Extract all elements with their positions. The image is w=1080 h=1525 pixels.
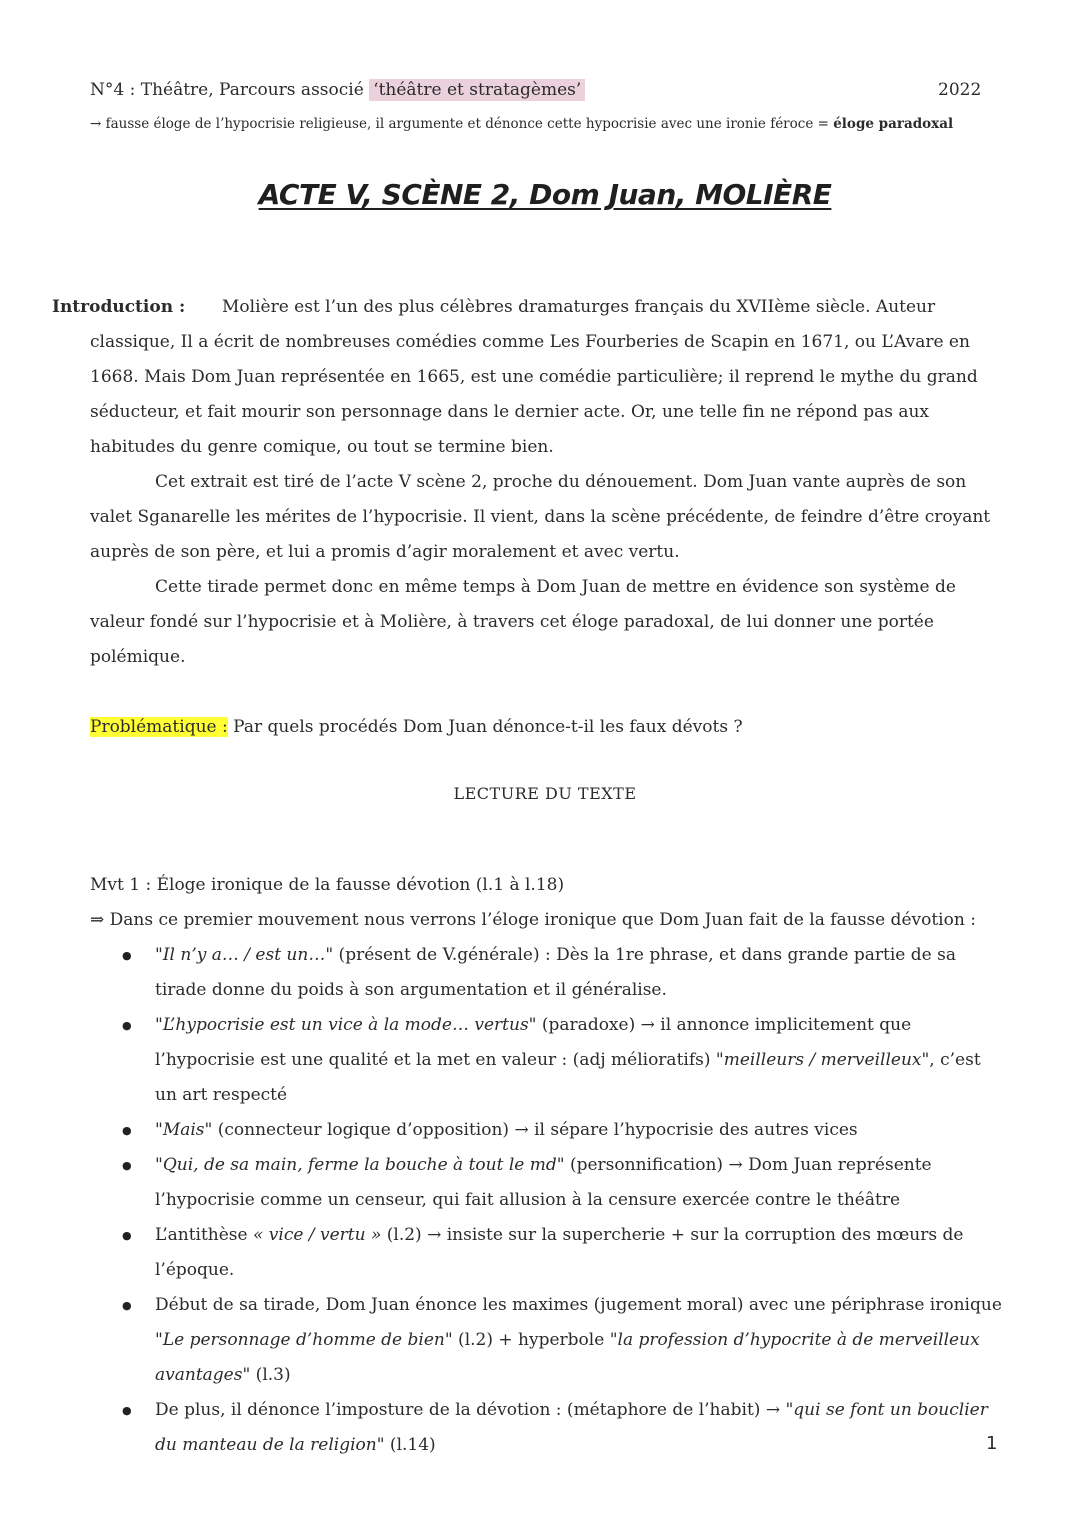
quote: "qui se font un bouclier du manteau de la religion" bbox=[155, 1400, 988, 1455]
page-number: 1 bbox=[986, 1433, 998, 1454]
list-item bbox=[90, 1218, 1005, 1288]
quote: "Le personnage d’homme de bien" bbox=[155, 1330, 453, 1350]
analysis-list bbox=[90, 938, 1005, 1463]
list-item bbox=[90, 1008, 1005, 1113]
list-item bbox=[90, 1393, 1005, 1463]
summary-line bbox=[90, 116, 953, 132]
quote: "Qui, de sa main, ferme la bouche à tout le md" bbox=[155, 1155, 565, 1175]
intro-paragraph-2: Cet extrait est tiré de l’acte V scène 2, proche du dénouement. Dom Juan vante auprès de son valet Sganarelle les mérites de l’hypocrisie. Il vient, dans la scène précédente, de feindre d’être croyant auprès de son père, et lui a promis d’agir moralement et avec vertu. bbox=[90, 472, 991, 562]
comment: (connecteur logique d’opposition) → il sépare l’hypocrisie des autres vices bbox=[212, 1120, 858, 1140]
quote: "L’hypocrisie est un vice à la mode… vertus" bbox=[155, 1015, 537, 1035]
intro-label: Introduction : bbox=[52, 297, 186, 317]
comment: Début de sa tirade, Dom Juan énonce les maximes (jugement moral) avec une périphrase ironique bbox=[155, 1295, 1002, 1315]
movement-intro: ⇒ Dans ce premier mouvement nous verrons l’éloge ironique que Dom Juan fait de la fausse dévotion : bbox=[90, 910, 976, 930]
quote: « vice / vertu » bbox=[253, 1225, 382, 1245]
intro-paragraph-3: Cette tirade permet donc en même temps à Dom Juan de mettre en évidence son système de valeur fondé sur l’hypocrisie et à Molière, à travers cet éloge paradoxal, de lui donner une portée polémique. bbox=[90, 577, 956, 667]
problematique-text: Par quels procédés Dom Juan dénonce-t-il les faux dévots ? bbox=[227, 717, 743, 737]
comment: (l.2) → insiste sur la supercherie + sur la corruption des mœurs de l’époque. bbox=[155, 1225, 964, 1280]
list-item bbox=[90, 1148, 1005, 1218]
problematique bbox=[90, 710, 743, 745]
comment: De plus, il dénonce l’imposture de la dévotion : (métaphore de l’habit) → bbox=[155, 1400, 786, 1420]
problematique-label: Problématique : bbox=[90, 717, 228, 737]
comment: (présent de V.générale) : Dès la 1re phrase, et dans grande partie de sa tirade donne du poids à son argumentation et il généralise. bbox=[155, 945, 956, 1000]
comment: (paradoxe) → il annonce implicitement que l’hypocrisie est une qualité et la met en valeur : (adj mélioratifs) bbox=[155, 1015, 912, 1070]
comment: (l.3) bbox=[250, 1365, 291, 1385]
movement-title: Mvt 1 : Éloge ironique de la fausse dévotion (l.1 à l.18) bbox=[90, 875, 565, 895]
summary-text: → fausse éloge de l’hypocrisie religieuse, il argumente et dénonce cette hypocrisie avec une ironie féroce = bbox=[90, 116, 834, 132]
list-item bbox=[90, 1113, 1005, 1148]
quote: "Mais" bbox=[155, 1120, 213, 1140]
header-highlight: ‘théâtre et stratagèmes’ bbox=[369, 79, 585, 101]
comment: (l.2) + hyperbole bbox=[452, 1330, 610, 1350]
comment: L’antithèse bbox=[155, 1225, 253, 1245]
section-heading: LECTURE DU TEXTE bbox=[453, 784, 637, 803]
quote: "Il n’y a… / est un…" bbox=[155, 945, 334, 965]
page-title: ACTE V, SCÈNE 2, Dom Juan, MOLIÈRE bbox=[258, 178, 832, 211]
intro-p1-text: Molière est l’un des plus célèbres dramaturges français du XVIIème siècle. Auteur classique, Il a écrit de nombreuses comédies comme Les Fourberies de Scapin en 1671, ou L’Avare en 1668. Mais Dom Juan représentée en 1665, est une comédie particulière; il reprend le mythe du grand séducteur, et fait mourir son personnage dans le dernier acte. Or, une telle fin ne répond pas aux habitudes du genre comique, ou tout se termine bien. bbox=[90, 297, 978, 457]
list-item bbox=[90, 1288, 1005, 1393]
comment: (l.14) bbox=[384, 1435, 436, 1455]
quote: "la profession d’hypocrite à de merveilleux avantages" bbox=[155, 1330, 980, 1385]
quote: "meilleurs / merveilleux" bbox=[715, 1050, 930, 1070]
header-year: 2022 bbox=[938, 80, 982, 100]
summary-bold: éloge paradoxal bbox=[833, 116, 954, 132]
introduction bbox=[90, 290, 995, 675]
comment: (personnification) → Dom Juan représente l’hypocrisie comme un censeur, qui fait allusion à la censure exercée contre le théâtre bbox=[155, 1155, 932, 1210]
comment: , c’est un art respecté bbox=[155, 1050, 981, 1105]
list-item bbox=[90, 938, 1005, 1008]
header-prefix: N°4 : Théâtre, Parcours associé bbox=[90, 80, 370, 100]
intro-paragraph-1 bbox=[90, 290, 995, 465]
document-header bbox=[90, 80, 585, 100]
